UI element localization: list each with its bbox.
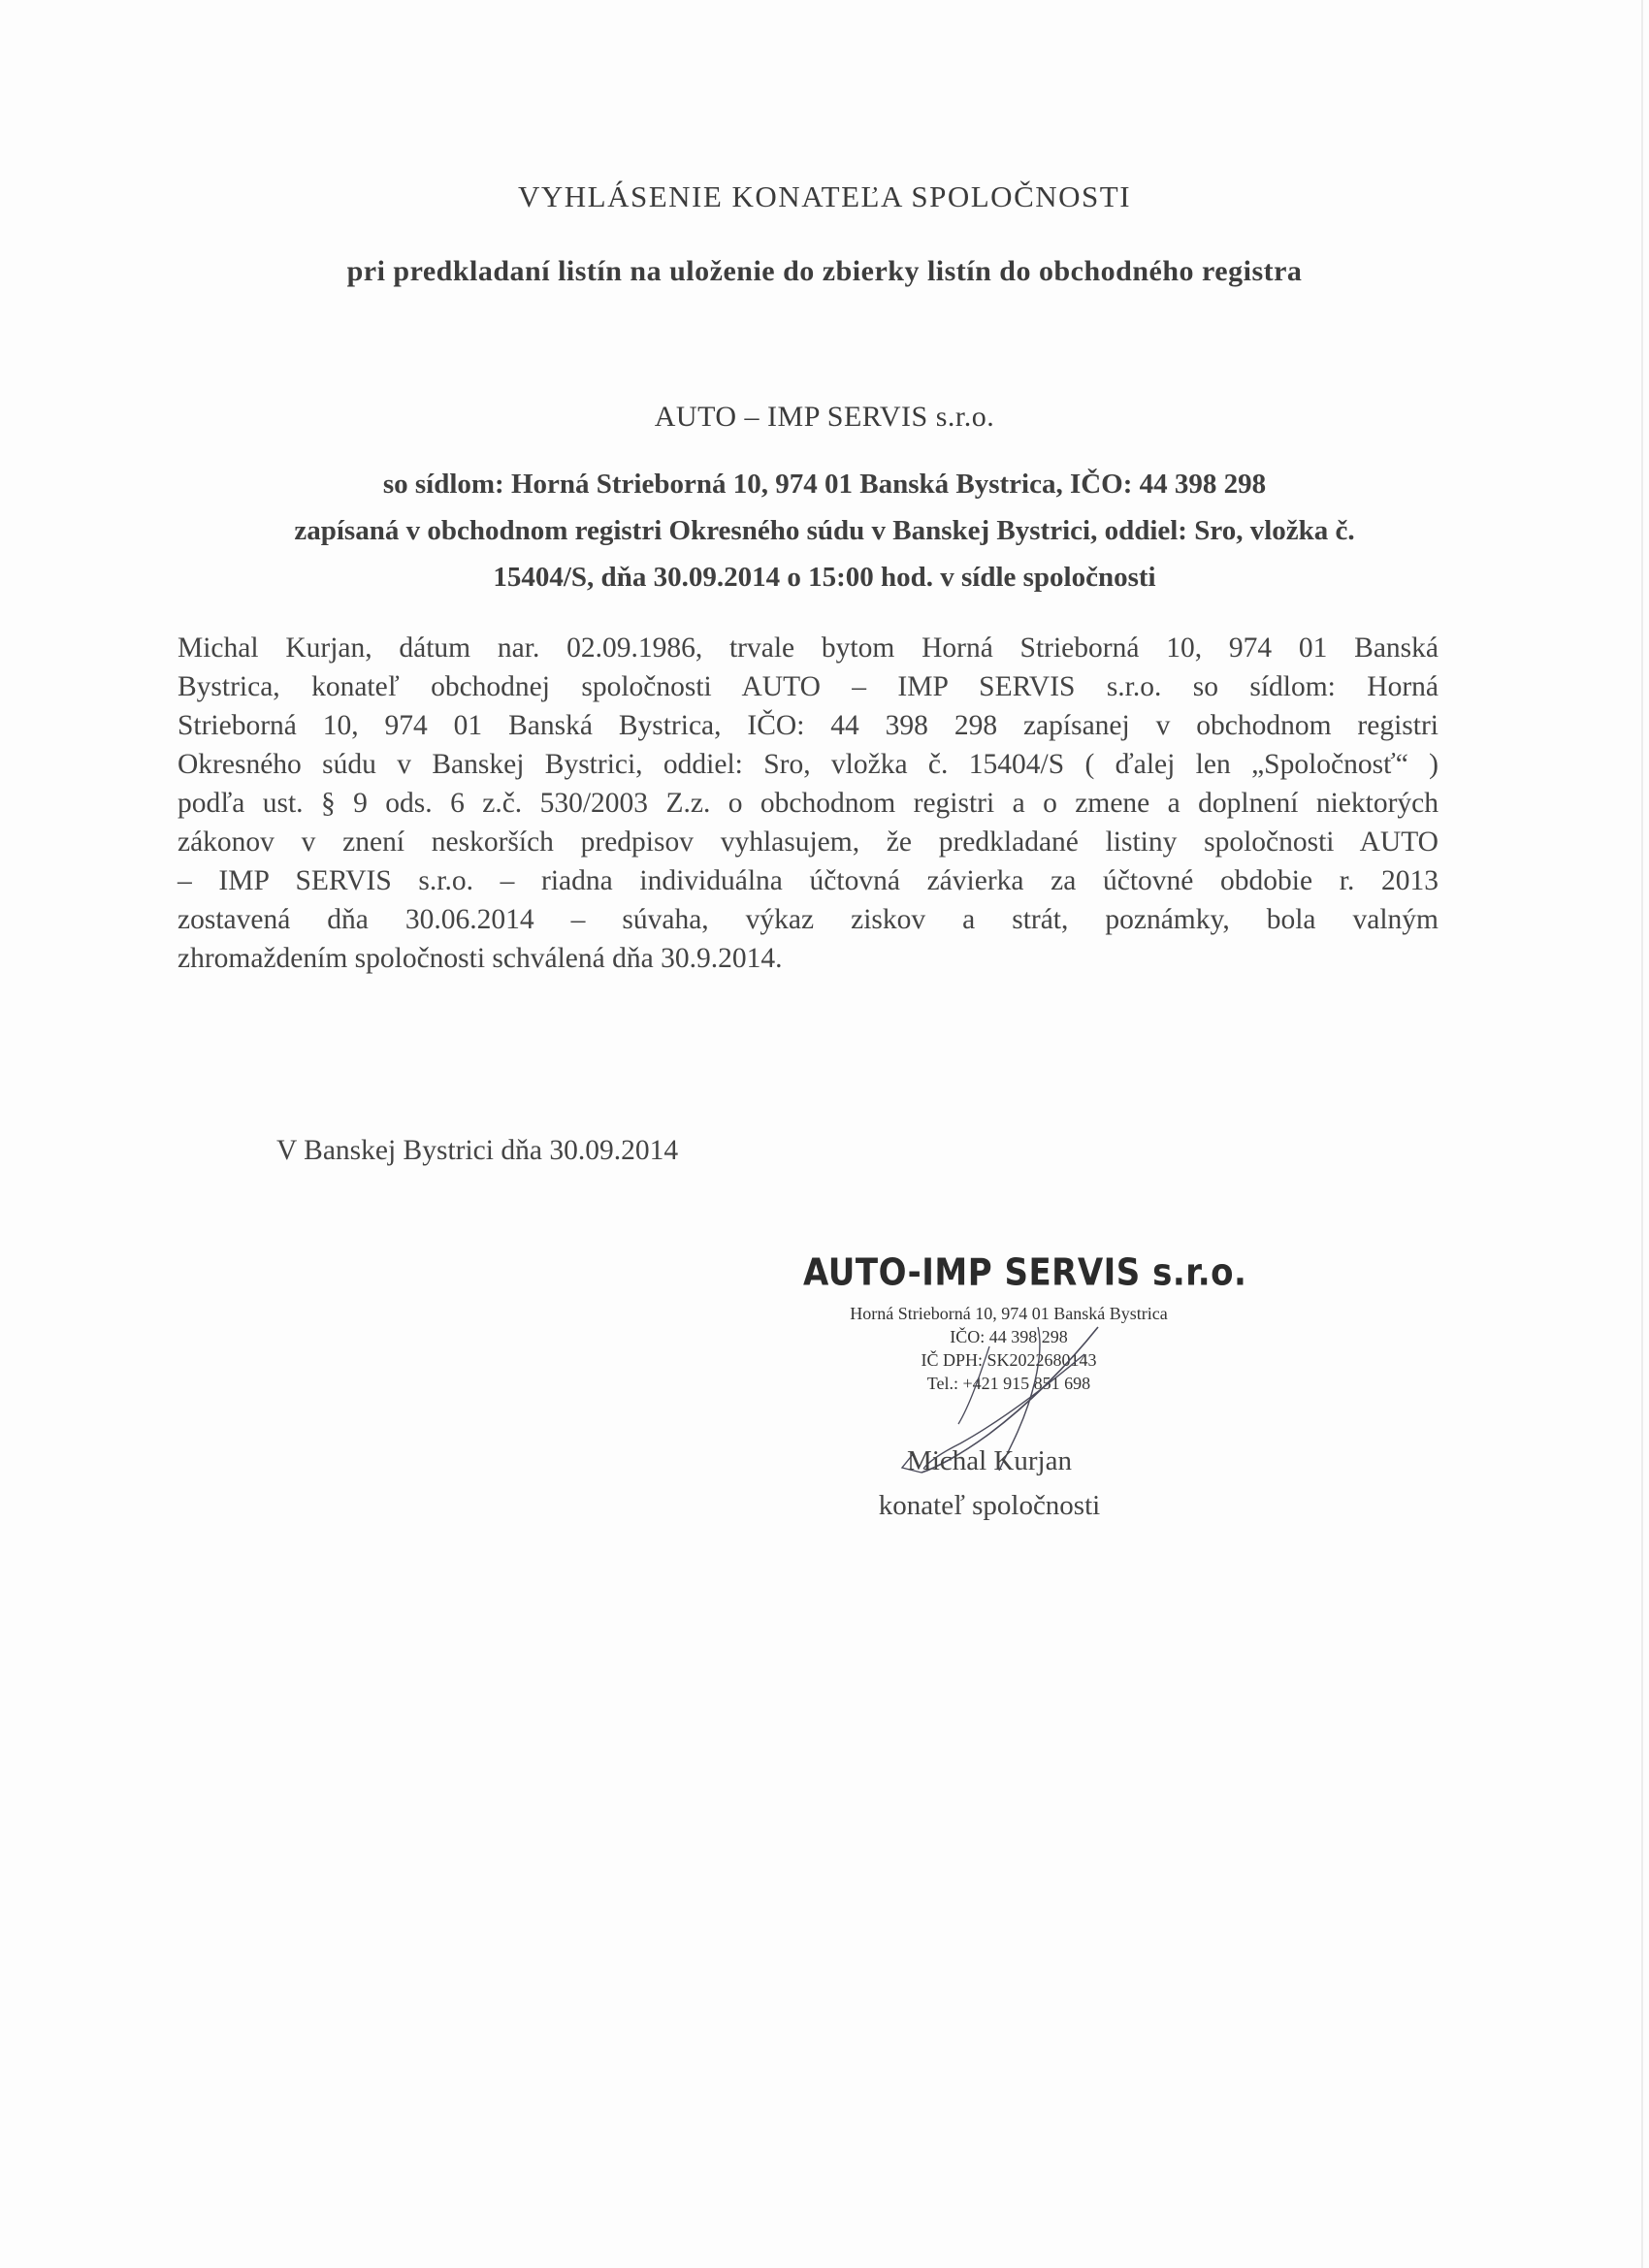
stamp-tel: Tel.: +421 915 851 698 bbox=[926, 1374, 1091, 1393]
seat-line: so sídlom: Horná Strieborná 10, 974 01 Banská Bystrica, IČO: 44 398 298 bbox=[382, 469, 1267, 500]
company-stamp bbox=[776, 1250, 1247, 1418]
body-line: zákonov v znení neskorších predpisov vyhlasujem, že predkladané listiny spoločnosti AUTO bbox=[178, 826, 1439, 858]
seat-line: 15404/S, dňa 30.09.2014 o 15:00 hod. v sídle spoločnosti bbox=[493, 562, 1156, 593]
body-line: podľa ust. § 9 ods. 6 z.č. 530/2003 Z.z. o obchodnom registri a o zmene a doplnení niektorých bbox=[178, 788, 1439, 819]
body-line: Okresného súdu v Banskej Bystrici, oddiel: Sro, vložka č. 15404/S ( ďalej len „Spoločnosť“ ) bbox=[178, 749, 1439, 780]
document-subtitle: pri predkladaní listín na uloženie do zbierky listín do obchodného registra bbox=[346, 255, 1303, 287]
stamp-company-name: AUTO-IMP SERVIS s.r.o. bbox=[803, 1250, 1247, 1295]
place-and-date: V Banskej Bystrici dňa 30.09.2014 bbox=[276, 1135, 679, 1166]
body-line: – IMP SERVIS s.r.o. – riadna individuálna účtovná závierka za účtovné obdobie r. 2013 bbox=[178, 865, 1439, 896]
company-seat-block bbox=[146, 461, 1504, 600]
body-line: Bystrica, konateľ obchodnej spoločnosti AUTO – IMP SERVIS s.r.o. so sídlom: Horná bbox=[178, 671, 1439, 702]
body-line: zhromaždením spoločnosti schválená dňa 30.9.2014. bbox=[178, 943, 783, 974]
stamp-dic: IČ DPH: SK2022680143 bbox=[921, 1350, 1097, 1370]
declaration-body bbox=[178, 629, 1439, 978]
signer-block bbox=[854, 1439, 1125, 1528]
signer-name: Michal Kurjan bbox=[907, 1445, 1072, 1476]
stamp-ico: IČO: 44 398 298 bbox=[950, 1327, 1068, 1346]
seat-line: zapísaná v obchodnom registri Okresného súdu v Banskej Bystrici, oddiel: Sro, vložka č. bbox=[294, 515, 1355, 546]
body-line: Strieborná 10, 974 01 Banská Bystrica, IČO: 44 398 298 zapísanej v obchodnom registri bbox=[178, 710, 1439, 741]
body-line: Michal Kurjan, dátum nar. 02.09.1986, trvale bytom Horná Strieborná 10, 974 01 Banská bbox=[178, 632, 1439, 664]
document-title: VYHLÁSENIE KONATEĽA SPOLOČNOSTI bbox=[517, 179, 1132, 213]
signer-role: konateľ spoločnosti bbox=[878, 1490, 1101, 1521]
company-name: AUTO – IMP SERVIS s.r.o. bbox=[654, 401, 995, 433]
stamp-address: Horná Strieborná 10, 974 01 Banská Bystrica bbox=[850, 1304, 1168, 1323]
body-line: zostavená dňa 30.06.2014 – súvaha, výkaz ziskov a strát, poznámky, bola valným bbox=[178, 904, 1439, 935]
scan-edge-line bbox=[1641, 0, 1643, 2268]
